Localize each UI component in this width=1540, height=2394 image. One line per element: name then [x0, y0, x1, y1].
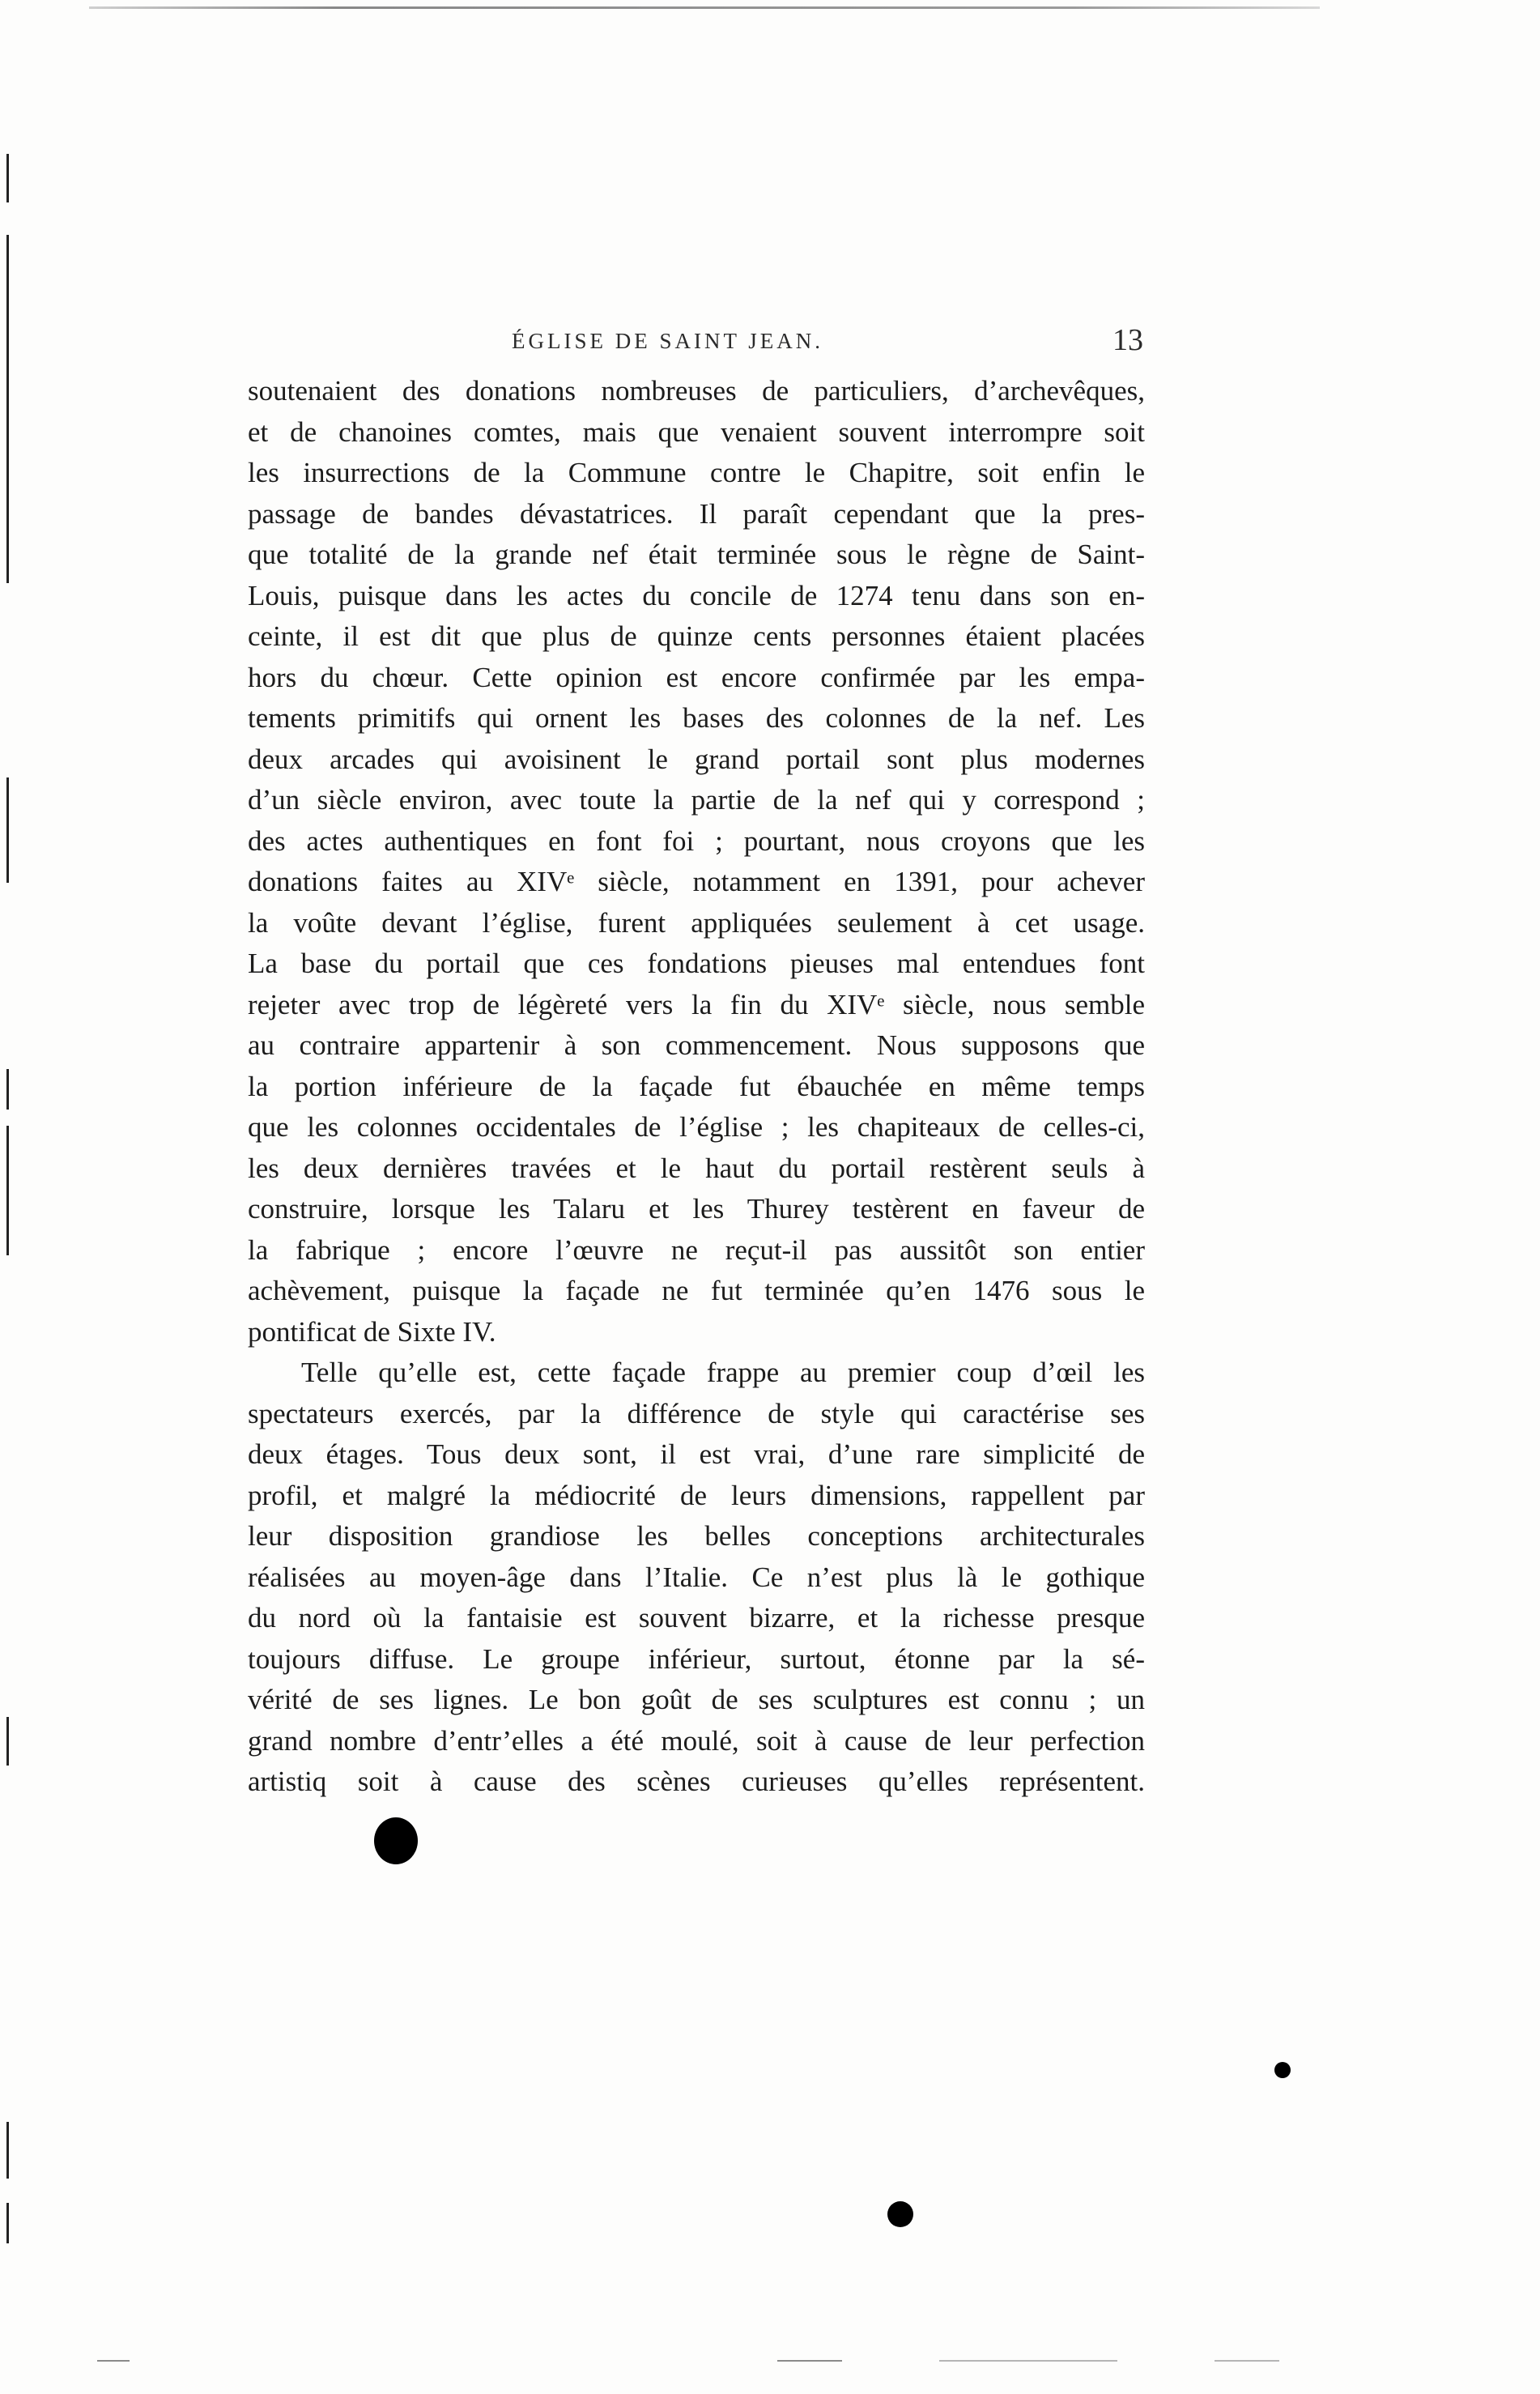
scan-edge-mark	[6, 1717, 9, 1766]
scan-edge-mark	[6, 235, 9, 583]
ink-blot	[374, 1817, 418, 1864]
scan-bottom-mark	[777, 2360, 842, 2362]
page-number: 13	[1112, 323, 1143, 357]
scan-edge-mark	[6, 1207, 9, 1255]
text-line: et de chanoines comtes, mais que venaient souvent interrompre soit	[248, 415, 1145, 448]
text-line: réalisées au moyen-âge dans l’Italie. Ce n’est plus là le gothique	[248, 1561, 1145, 1593]
text-line: passage de bandes dévastatrices. Il paraît cependant que la pres-	[248, 497, 1145, 530]
running-head: ÉGLISE DE SAINT JEAN.	[512, 329, 823, 353]
ink-dot	[1274, 2062, 1291, 2078]
text-line: construire, lorsque les Talaru et les Thurey testèrent en faveur de	[248, 1193, 1145, 1225]
text-line: hors du chœur. Cette opinion est encore confirmée par les empa-	[248, 661, 1145, 693]
text-line: des actes authentiques en font foi ; pourtant, nous croyons que les	[248, 824, 1145, 857]
text-line: tements primitifs qui ornent les bases des colonnes de la nef. Les	[248, 702, 1145, 734]
ink-dot	[887, 2201, 913, 2227]
scan-edge-mark	[6, 777, 9, 883]
scan-edge-mark	[6, 154, 9, 202]
text-line: vérité de ses lignes. Le bon goût de ses sculptures est connu ; un	[248, 1684, 1145, 1715]
text-line: pontificat de Sixte IV.	[248, 1315, 496, 1348]
scan-edge-mark	[6, 2203, 9, 2243]
scan-edge-mark	[6, 1069, 9, 1110]
text-line: rejeter avec trop de légèreté vers la fin du XIVᵉ siècle, nous semble	[248, 988, 1145, 1020]
text-line: ceinte, il est dit que plus de quinze cents personnes étaient placées	[248, 620, 1145, 652]
text-line: du nord où la fantaisie est souvent bizarre, et la richesse presque	[248, 1602, 1145, 1634]
text-line: la portion inférieure de la façade fut ébauchée en même temps	[248, 1070, 1145, 1102]
text-line: grand nombre d’entr’elles a été moulé, soit à cause de leur perfection	[248, 1724, 1145, 1757]
text-line: spectateurs exercés, par la différence de style qui caractérise ses	[248, 1397, 1145, 1429]
text-line: donations faites au XIVᵉ siècle, notamment en 1391, pour achever	[248, 866, 1145, 897]
text-line: deux arcades qui avoisinent le grand portail sont plus modernes	[248, 743, 1145, 775]
text-line: deux étages. Tous deux sont, il est vrai, d’une rare simplicité de	[248, 1438, 1145, 1470]
text-line: au contraire appartenir à son commencement. Nous supposons que	[248, 1029, 1145, 1061]
text-line: la voûte devant l’église, furent appliquées seulement à cet usage.	[248, 906, 1145, 939]
text-line: que les colonnes occidentales de l’église ; les chapiteaux de celles-ci,	[248, 1111, 1145, 1143]
text-line: La base du portail que ces fondations pieuses mal entendues font	[248, 948, 1145, 979]
text-line: les deux dernières travées et le haut du portail restèrent seuls à	[248, 1152, 1145, 1184]
scan-bottom-mark	[939, 2360, 1117, 2362]
text-line: achèvement, puisque la façade ne fut terminée qu’en 1476 sous le	[248, 1275, 1145, 1306]
text-line: que totalité de la grande nef était terminée sous le règne de Saint-	[248, 539, 1145, 570]
scan-bottom-mark	[1215, 2360, 1279, 2362]
body-text	[248, 371, 1145, 1803]
text-line: d’un siècle environ, avec toute la partie de la nef qui y correspond ;	[248, 784, 1145, 816]
paragraph-1	[248, 371, 1145, 1352]
text-line: les insurrections de la Commune contre le Chapitre, soit enfin le	[248, 457, 1145, 488]
text-line: toujours diffuse. Le groupe inférieur, surtout, étonne par la sé-	[248, 1642, 1145, 1675]
page-header	[512, 322, 1143, 363]
text-line: profil, et malgré la médiocrité de leurs dimensions, rappellent par	[248, 1479, 1145, 1511]
paragraph-2	[248, 1352, 1145, 1803]
scan-top-rule	[89, 6, 1320, 9]
text-line: leur disposition grandiose les belles conceptions architecturales	[248, 1520, 1145, 1552]
text-line: soutenaient des donations nombreuses de particuliers, d’archevêques,	[248, 375, 1145, 407]
scan-bottom-mark	[97, 2360, 130, 2362]
scan-edge-mark	[6, 2122, 9, 2179]
text-line: artistiq soit à cause des scènes curieuses qu’elles représentent.	[248, 1766, 1145, 1797]
text-line: Telle qu’elle est, cette façade frappe au premier coup d’œil les	[301, 1357, 1145, 1388]
text-line: Louis, puisque dans les actes du concile de 1274 tenu dans son en-	[248, 579, 1145, 611]
text-line: la fabrique ; encore l’œuvre ne reçut-il pas aussitôt son entier	[248, 1233, 1145, 1266]
